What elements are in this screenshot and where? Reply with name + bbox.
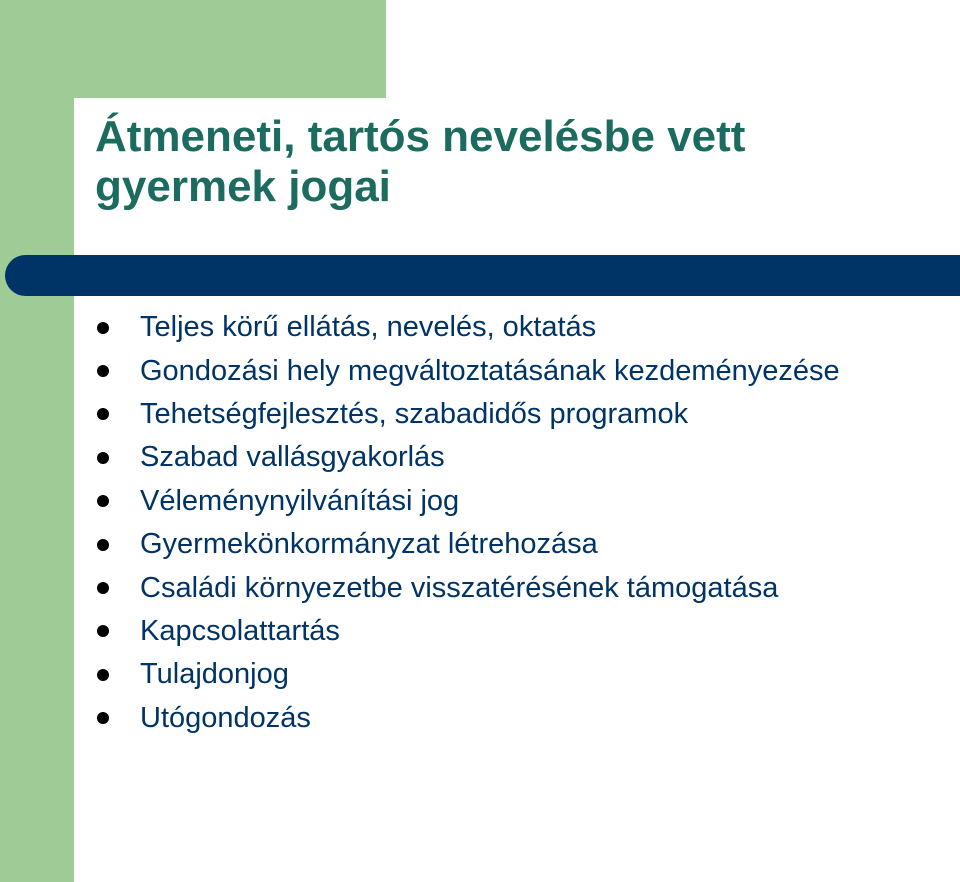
bullet-icon bbox=[97, 539, 109, 551]
list-item bbox=[97, 480, 840, 523]
list-item bbox=[97, 349, 840, 392]
list-item-text: Tulajdonjog bbox=[140, 658, 289, 691]
list-item-text: Gyermekönkormányzat létrehozása bbox=[140, 528, 598, 561]
bullet-icon bbox=[97, 625, 109, 637]
green-top-band bbox=[0, 0, 386, 98]
list-item-text: Gondozási hely megváltoztatásának kezdeményezése bbox=[140, 354, 840, 387]
list-item-text: Tehetségfejlesztés, szabadidős programok bbox=[140, 397, 689, 430]
list-item bbox=[97, 393, 840, 436]
green-side-band bbox=[0, 0, 74, 882]
bullet-icon bbox=[97, 495, 109, 507]
list-item bbox=[97, 697, 840, 740]
list-item bbox=[97, 653, 840, 696]
title-line-2: gyermek jogai bbox=[95, 162, 391, 211]
list-item bbox=[97, 523, 840, 566]
list-item-text: Szabad vallásgyakorlás bbox=[140, 441, 445, 474]
bullet-icon bbox=[97, 322, 109, 334]
list-item-text: Családi környezetbe visszatérésének támogatása bbox=[140, 571, 779, 604]
bullet-icon bbox=[97, 669, 109, 681]
bullet-icon bbox=[97, 408, 109, 420]
list-item-text: Kapcsolattartás bbox=[140, 614, 340, 647]
list-item-text: Utógondozás bbox=[140, 701, 311, 734]
list-item bbox=[97, 436, 840, 479]
list-item bbox=[97, 566, 840, 609]
bullet-icon bbox=[97, 452, 109, 464]
bullet-icon bbox=[97, 365, 109, 377]
list-item-text: Teljes körű ellátás, nevelés, oktatás bbox=[140, 311, 597, 344]
list-item bbox=[97, 610, 840, 653]
list-item-text: Véleménynyilvánítási jog bbox=[140, 484, 460, 517]
title-line-1: Átmeneti, tartós nevelésbe vett bbox=[95, 112, 746, 161]
bullet-icon bbox=[97, 712, 109, 724]
title-divider-bar bbox=[5, 255, 960, 296]
slide-title bbox=[95, 112, 935, 212]
bullet-icon bbox=[97, 582, 109, 594]
list-item bbox=[97, 306, 840, 349]
bullet-list bbox=[97, 306, 840, 740]
